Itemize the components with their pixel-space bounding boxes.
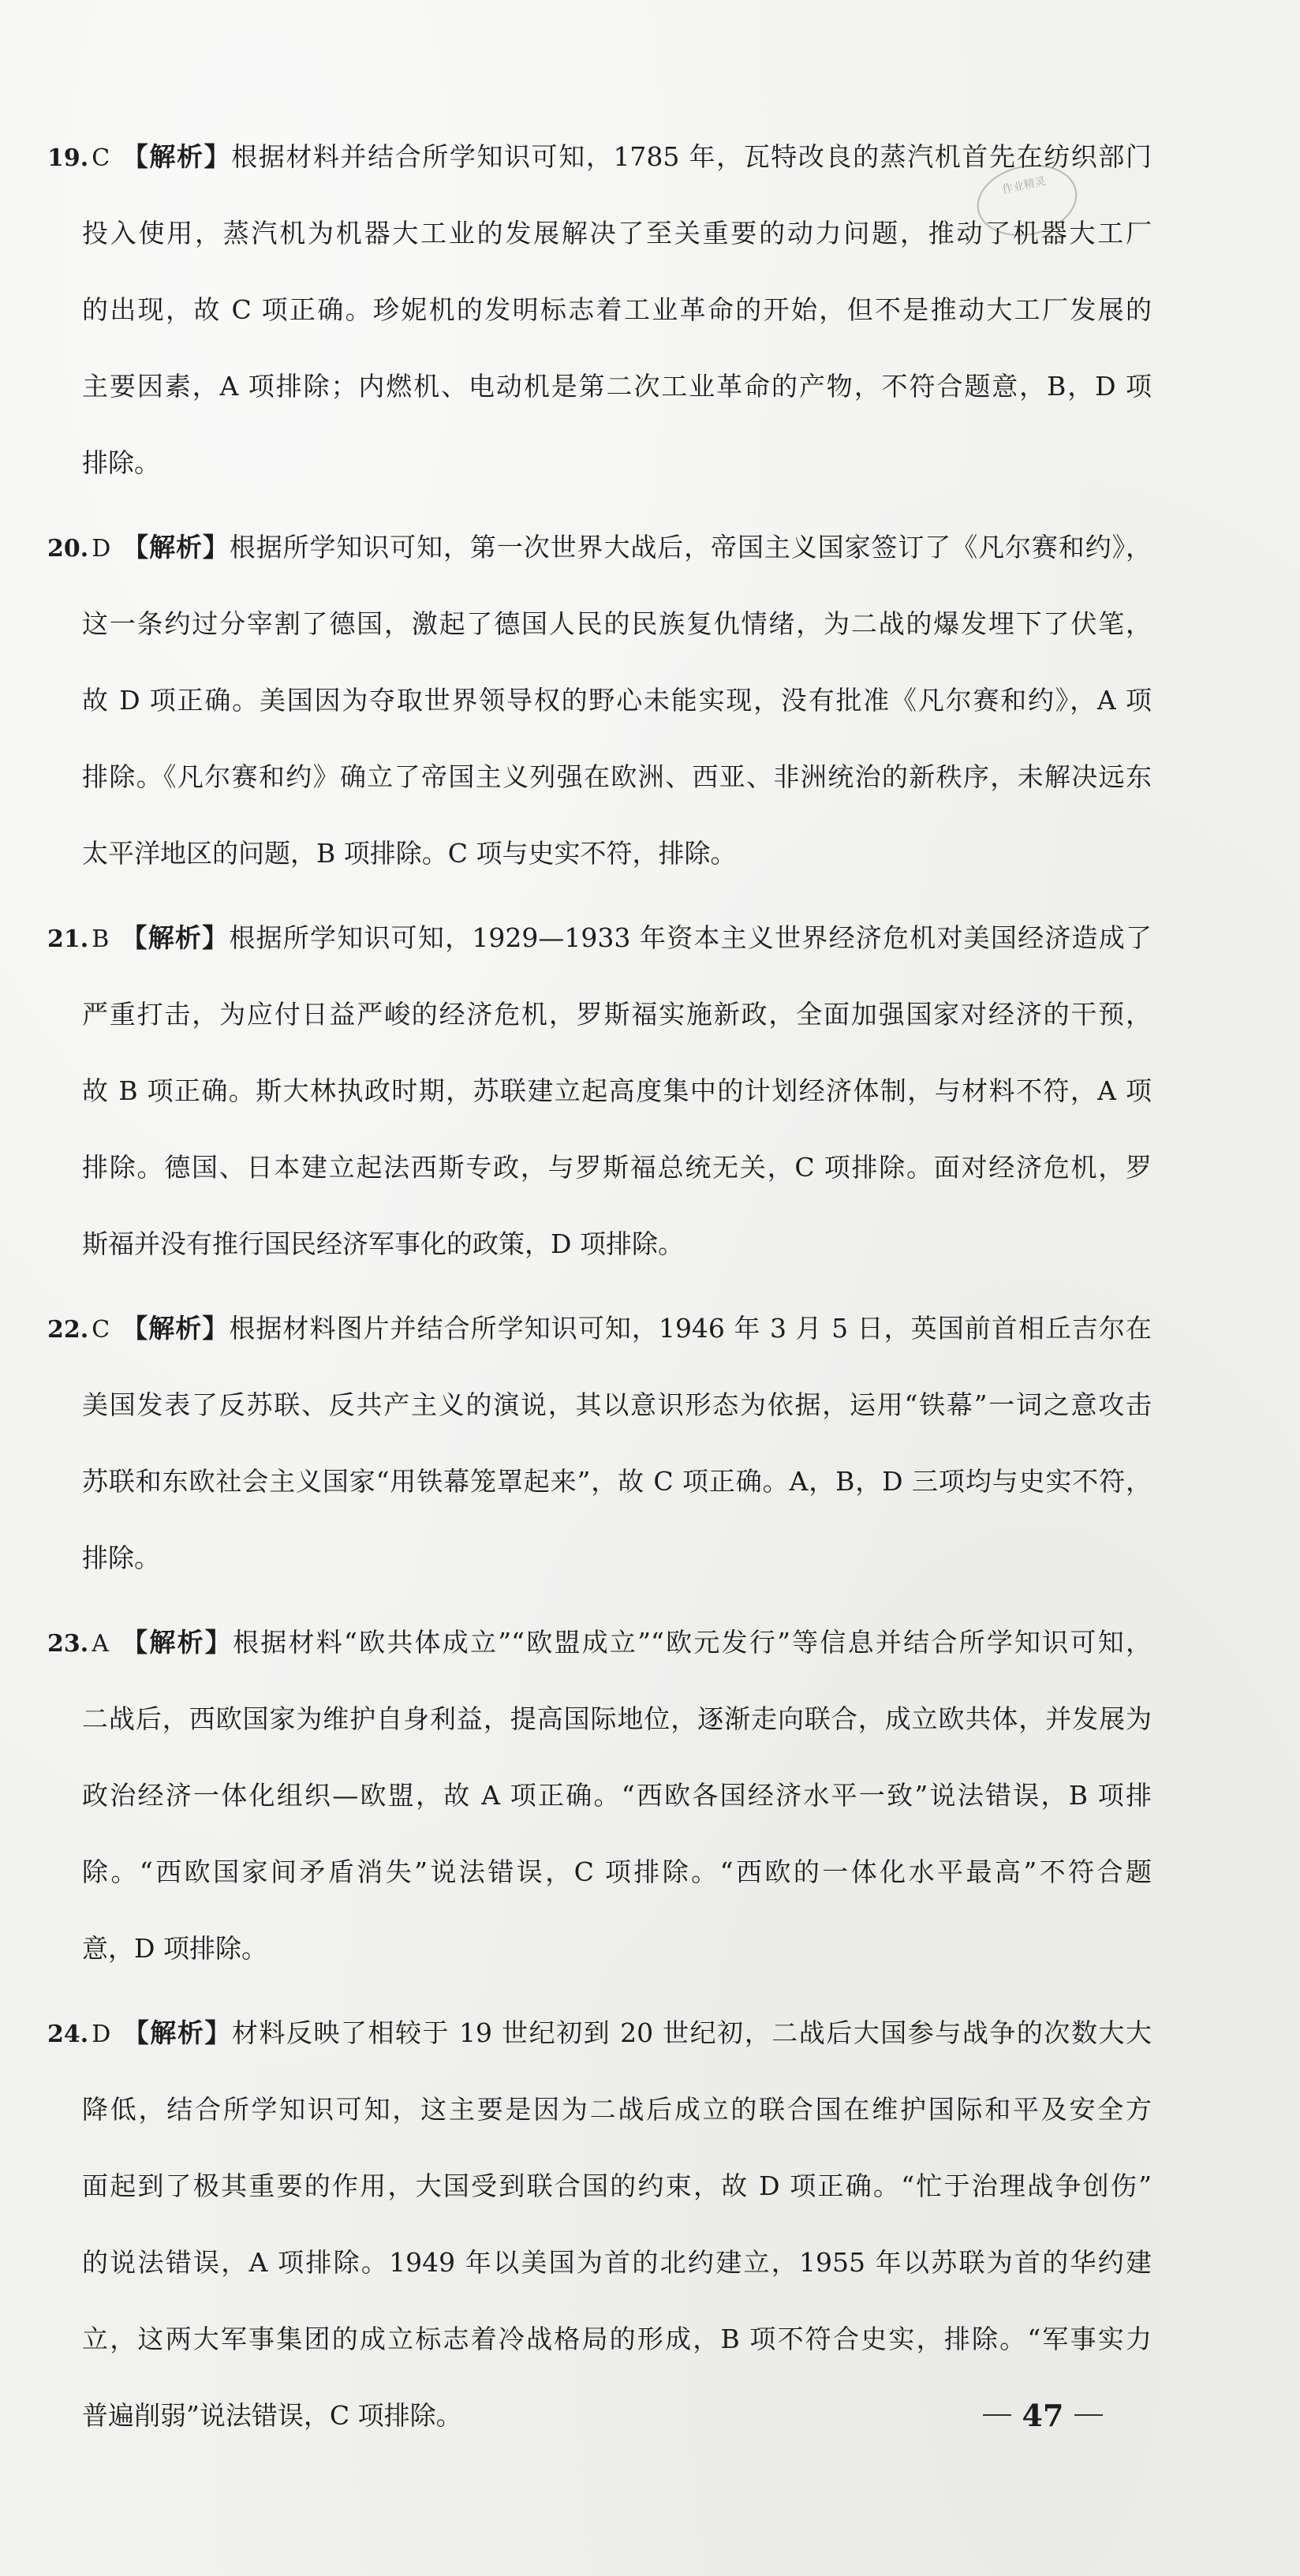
answer-letter: D bbox=[92, 535, 111, 563]
explanation-line: 的说法错误，A 项排除。1949 年以美国为首的北约建立，1955 年以苏联为首的华约建 bbox=[82, 2247, 1152, 2278]
question-number: 22. bbox=[47, 1316, 89, 1344]
explanation-line: 严重打击，为应付日益严峻的经济危机，罗斯福实施新政，全面加强国家对经济的干预， bbox=[82, 999, 1152, 1030]
explanation-line: 主要因素，A 项排除；内燃机、电动机是第二次工业革命的产物，不符合题意，B，D 项 bbox=[82, 371, 1152, 402]
answer-letter: C bbox=[92, 144, 110, 172]
explanation-text: 根据材料并结合所学知识可知，1785 年，瓦特改良的蒸汽机首先在纺织部门 bbox=[231, 141, 1152, 172]
question-number: 19. bbox=[47, 144, 89, 172]
explanation-line: 排除。 bbox=[82, 447, 160, 478]
question-number: 20. bbox=[47, 535, 89, 563]
explanation-line: 普遍削弱”说法错误，C 项排除。 bbox=[82, 2400, 462, 2431]
explanation-line: 除。“西欧国家间矛盾消失”说法错误，C 项排除。“西欧的一体化水平最高”不符合题 bbox=[82, 1856, 1152, 1887]
explanation-line: 面起到了极其重要的作用，大国受到联合国的约束，故 D 项正确。“忙于治理战争创伤” bbox=[82, 2170, 1152, 2201]
answer-letter: C bbox=[92, 1316, 110, 1344]
answer-item-23 bbox=[47, 1604, 1152, 1987]
question-number: 24. bbox=[47, 2021, 89, 2048]
answer-item-22 bbox=[47, 1290, 1152, 1596]
explanation-line: 这一条约过分宰割了德国，激起了德国人民的民族复仇情绪，为二战的爆发埋下了伏笔， bbox=[82, 608, 1152, 639]
explanation-line: 投入使用，蒸汽机为机器大工业的发展解决了至关重要的动力问题，推动了机器大工厂 bbox=[82, 218, 1152, 249]
explanation-line: 立，这两大军事集团的成立标志着冷战格局的形成，B 项不符合史实，排除。“军事实力 bbox=[82, 2324, 1152, 2354]
footer-dash-right bbox=[1074, 2414, 1103, 2416]
analysis-tag: 【解析】 bbox=[121, 532, 230, 563]
question-number: 21. bbox=[47, 925, 89, 953]
explanation-line: 美国发表了反苏联、反共产主义的演说，其以意识形态为依据，运用“铁幕”一词之意攻击 bbox=[82, 1389, 1152, 1420]
analysis-tag: 【解析】 bbox=[121, 2017, 232, 2048]
question-number: 23. bbox=[47, 1630, 89, 1658]
answer-item-24 bbox=[47, 1995, 1152, 2454]
explanation-text: 材料反映了相较于 19 世纪初到 20 世纪初，二战后大国参与战争的次数大大 bbox=[231, 2017, 1152, 2048]
answer-letter: D bbox=[92, 2021, 111, 2048]
answer-letter: B bbox=[92, 925, 110, 953]
explanation-line: 排除。德国、日本建立起法西斯专政，与罗斯福总统无关，C 项排除。面对经济危机，罗 bbox=[82, 1152, 1152, 1183]
explanation-line: 苏联和东欧社会主义国家“用铁幕笼罩起来”，故 C 项正确。A，B，D 三项均与史实不符， bbox=[82, 1466, 1152, 1497]
analysis-tag: 【解析】 bbox=[121, 141, 232, 172]
explanation-line: 二战后，西欧国家为维护自身利益，提高国际地位，逐渐走向联合，成立欧共体，并发展为 bbox=[82, 1703, 1152, 1734]
explanation-line: 政治经济一体化组织—欧盟，故 A 项正确。“西欧各国经济水平一致”说法错误，B 项排 bbox=[82, 1780, 1152, 1811]
explanation-text: 根据材料“欧共体成立”“欧盟成立”“欧元发行”等信息并结合所学知识可知， bbox=[233, 1627, 1152, 1658]
explanation-text: 根据所学知识可知，1929—1933 年资本主义世界经济危机对美国经济造成了 bbox=[229, 922, 1152, 953]
page-number: 47 bbox=[1022, 2397, 1064, 2433]
answer-explanations bbox=[47, 118, 1152, 2462]
analysis-tag: 【解析】 bbox=[120, 922, 230, 953]
explanation-line: 的出现，故 C 项正确。珍妮机的发明标志着工业革命的开始，但不是推动大工厂发展的 bbox=[82, 294, 1152, 325]
explanation-line: 太平洋地区的问题，B 项排除。C 项与史实不符，排除。 bbox=[82, 838, 737, 869]
answer-letter: A bbox=[92, 1630, 109, 1658]
answer-item-19 bbox=[47, 118, 1152, 501]
explanation-line: 故 B 项正确。斯大林执政时期，苏联建立起高度集中的计划经济体制，与材料不符，A 项 bbox=[82, 1075, 1152, 1106]
answer-item-21 bbox=[47, 899, 1152, 1282]
explanation-text: 根据所学知识可知，第一次世界大战后，帝国主义国家签订了《凡尔赛和约》， bbox=[229, 532, 1152, 563]
explanation-line: 排除。 bbox=[82, 1542, 160, 1573]
explanation-line: 意，D 项排除。 bbox=[82, 1933, 267, 1964]
explanation-text: 根据材料图片并结合所学知识可知，1946 年 3 月 5 日，英国前首相丘吉尔在 bbox=[229, 1313, 1152, 1344]
explanation-line: 故 D 项正确。美国因为夺取世界领导权的野心未能实现，没有批准《凡尔赛和约》，A 项 bbox=[82, 685, 1152, 716]
explanation-line: 斯福并没有推行国民经济军事化的政策，D 项排除。 bbox=[82, 1228, 684, 1259]
page-footer bbox=[972, 2395, 1114, 2435]
analysis-tag: 【解析】 bbox=[121, 1313, 230, 1344]
answer-item-20 bbox=[47, 509, 1152, 892]
explanation-line: 降低，结合所学知识可知，这主要是因为二战后成立的联合国在维护国际和平及安全方 bbox=[82, 2094, 1152, 2125]
explanation-line: 排除。《凡尔赛和约》确立了帝国主义列强在欧洲、西亚、非洲统治的新秩序，未解决远东 bbox=[82, 761, 1152, 792]
footer-dash-left bbox=[983, 2414, 1011, 2416]
analysis-tag: 【解析】 bbox=[119, 1627, 233, 1658]
stamp-text: 作业精灵 bbox=[1000, 174, 1048, 197]
